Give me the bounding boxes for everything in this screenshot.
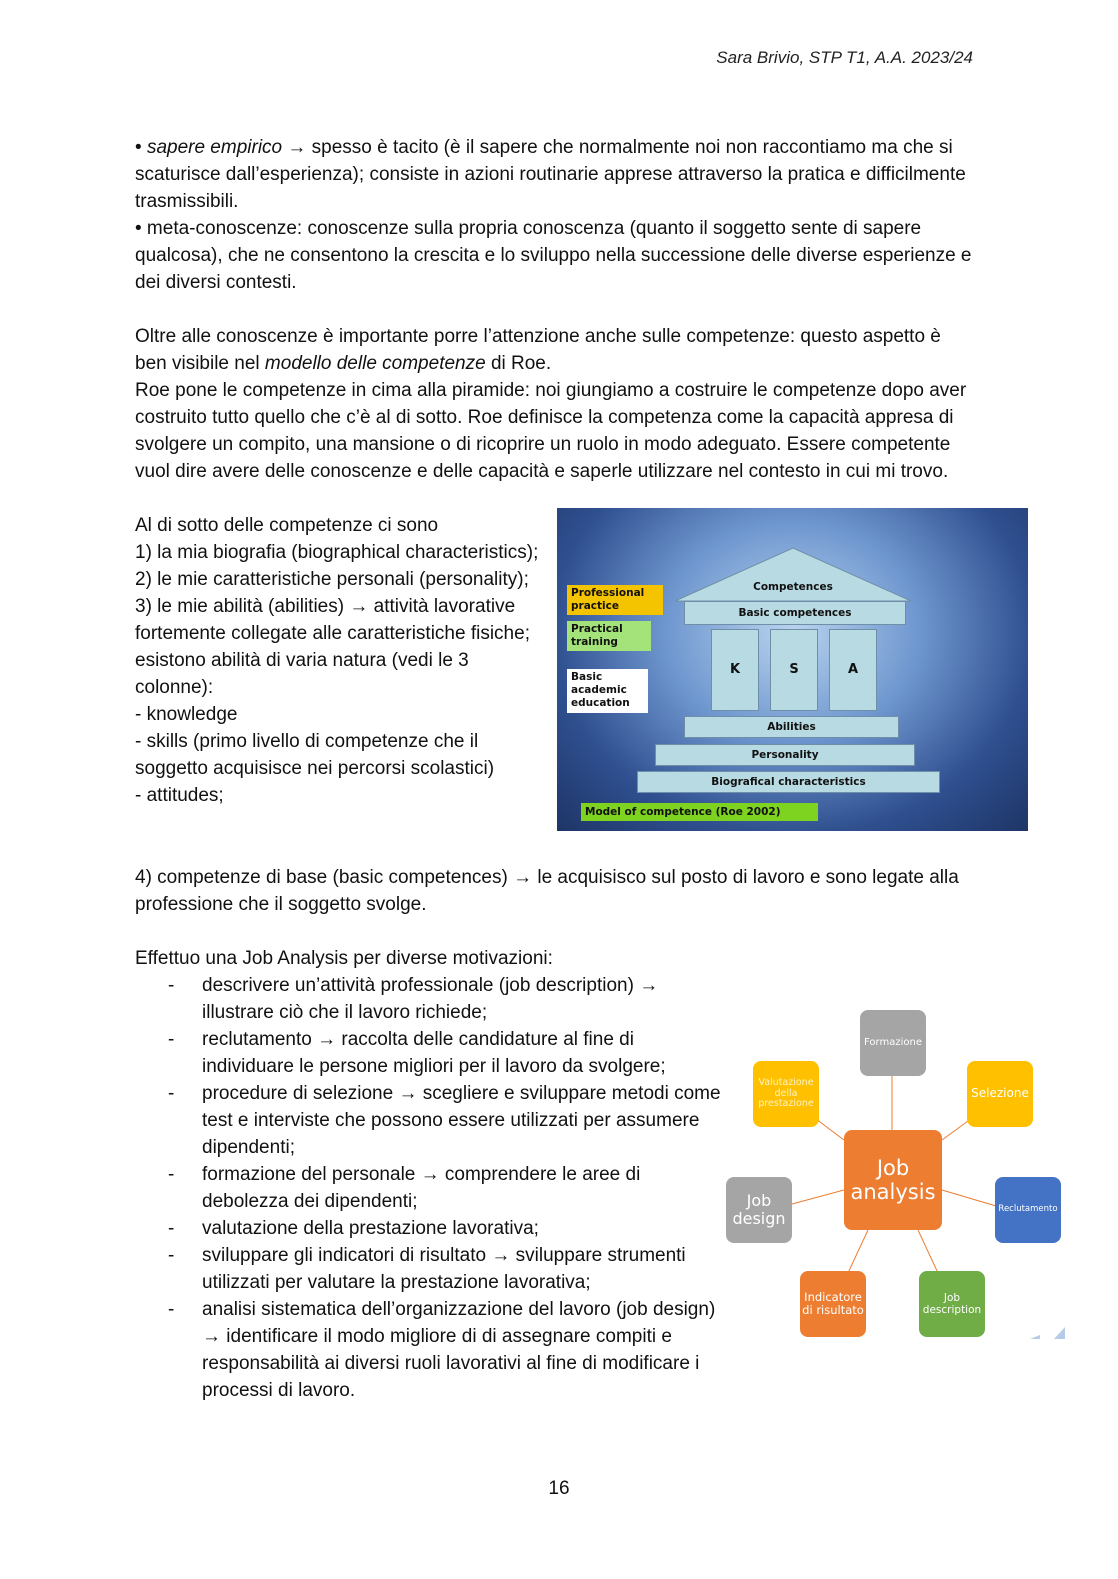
connector-selezione <box>942 1121 968 1140</box>
connector-reclutamento <box>942 1190 996 1206</box>
list-item <box>160 972 725 1026</box>
roof-label-competences: Competences <box>753 581 833 593</box>
label-professional-practice: Professional practice <box>567 585 663 615</box>
label-practical-training: Practical training <box>567 621 651 651</box>
node-formazione: Formazione <box>860 1010 926 1076</box>
job-analysis-diagram <box>720 1005 1070 1345</box>
paragraph-meta-conoscenze: • meta-conoscenze: conoscenze sulla propria conoscenza (quanto il soggetto sente di sapere qualcosa), che ne consentono la crescita e lo sviluppo nella successione delle diverse esperienze e dei diversi contesti. <box>135 218 972 293</box>
connector-job-description <box>918 1230 938 1273</box>
column-attitudes: A <box>829 629 877 711</box>
line-personality: 2) le mie caratteristiche personali (personality); <box>135 569 529 590</box>
list-item <box>160 1242 725 1296</box>
list-item-text: sviluppare gli indicatori di risultato → sviluppare strumenti utilizzati per valutare la prestazione lavorativa; <box>202 1245 686 1293</box>
corner-mark <box>1030 1335 1040 1339</box>
node-selezione: Selezione <box>967 1061 1033 1127</box>
list-dash: - <box>168 1083 175 1104</box>
line-intro: Al di sotto delle competenze ci sono <box>135 515 439 536</box>
job-analysis-list <box>160 972 725 1404</box>
list-dash: - <box>168 1164 175 1185</box>
list-dash: - <box>168 1299 175 1320</box>
text-block-knowledge <box>135 134 975 296</box>
line-skills: - skills (primo livello di competenze che il soggetto acquisisce nei percorsi scolastici) <box>135 731 495 779</box>
term-modello-competenze: modello delle competenze <box>264 353 486 374</box>
node-job-analysis: Job analysis <box>844 1130 942 1230</box>
text-block-pyramid-levels <box>135 512 545 809</box>
list-dash: - <box>168 1218 175 1239</box>
node-job-design: Job design <box>726 1177 792 1243</box>
bar-biographical-characteristics: Biografical characteristics <box>637 771 940 793</box>
pyramid-roof <box>675 548 911 601</box>
column-knowledge: K <box>711 629 759 711</box>
term-sapere-empirico: sapere empirico <box>146 137 283 158</box>
paragraph-text: di Roe. <box>485 353 552 374</box>
node-indicatore-risultato: Indicatore di risultato <box>800 1271 866 1337</box>
list-item <box>160 1161 725 1215</box>
text-block-roe-intro <box>135 323 975 485</box>
paragraph-competenze <box>135 323 975 377</box>
list-item-text: procedure di selezione → scegliere e sviluppare metodi come test e interviste che possono essere utilizzati per assumere dipendenti; <box>202 1083 721 1158</box>
list-item <box>160 1296 725 1404</box>
text-block-basic-competences: 4) competenze di base (basic competences) → le acquisisco sul posto di lavoro e sono legate alla professione che il soggetto svolge. <box>135 867 959 915</box>
column-skills: S <box>770 629 818 711</box>
list-dash: - <box>168 1029 175 1050</box>
paragraph-sapere-empirico: • sapere empirico → spesso è tacito (è il sapere che normalmente noi non raccontiamo ma che si scaturisce dall’esperienza); consiste in azioni routinarie apprese attraverso la pratica e difficilmente trasmissibili. <box>135 137 966 212</box>
node-valutazione-prestazione: Valutazione della prestazione <box>753 1061 819 1127</box>
paragraph-text: → spesso è tacito (è il sapere che normalmente noi non raccontiamo ma che si scaturisce dall’esperienza); consiste in azioni routinarie apprese attraverso la pratica e difficilmente trasmissibili. <box>135 137 966 212</box>
node-job-description: Job description <box>919 1271 985 1337</box>
list-item-text: descrivere un’attività professionale (job description) → illustrare ciò che il lavoro richiede; <box>202 975 659 1023</box>
paragraph-roe-definition: Roe pone le competenze in cima alla piramide: noi giungiamo a costruire le competenze dopo aver costruito tutto quello che c’è al di sotto. Roe definisce la competenza come la capacità appresa di svolgere un compito, una mansione o di ricoprire un ruolo in modo adeguato. Essere competente vuol dire avere delle conoscenze e delle capacità e saperle utilizzare nel contesto in cui mi trovo. <box>135 380 967 482</box>
caption-model-of-competence: Model of competence (Roe 2002) <box>581 803 818 821</box>
bar-basic-competences: Basic competences <box>684 601 906 625</box>
list-dash: - <box>168 975 175 996</box>
node-reclutamento: Reclutamento <box>995 1177 1061 1243</box>
list-item-text: valutazione della prestazione lavorativa; <box>202 1218 539 1239</box>
roe-competence-model-figure <box>557 508 1028 831</box>
paragraph-text: Oltre alle conoscenze è importante porre l’attenzione anche sulle competenze: questo aspetto è ben visibile nel <box>135 326 941 374</box>
list-item <box>160 1080 725 1161</box>
job-analysis-intro: Effettuo una Job Analysis per diverse motivazioni: <box>135 948 553 969</box>
line-knowledge: - knowledge <box>135 704 238 725</box>
connector-job-design <box>792 1190 844 1204</box>
line-biography: 1) la mia biografia (biographical characteristics); <box>135 542 539 563</box>
label-basic-academic-education: Basic academic education <box>567 669 648 713</box>
corner-mark <box>1054 1327 1065 1339</box>
connector-valutazione <box>816 1119 844 1140</box>
list-item <box>160 1026 725 1080</box>
page-header: Sara Brivio, STP T1, A.A. 2023/24 <box>716 48 973 67</box>
list-item-text: reclutamento → raccolta delle candidature al fine di individuare le persone migliori per il lavoro da svolgere; <box>202 1029 666 1077</box>
connector-indicatore <box>848 1230 868 1273</box>
list-item <box>160 1215 725 1242</box>
bar-personality: Personality <box>655 744 915 766</box>
bar-abilities: Abilities <box>684 716 899 738</box>
line-attitudes: - attitudes; <box>135 785 224 806</box>
list-item-text: analisi sistematica dell’organizzazione del lavoro (job design) → identificare il modo migliore di di assegnare compiti e responsabilità ai diversi ruoli lavorativi al fine di modificare i processi di lavoro. <box>202 1299 716 1401</box>
line-abilities: 3) le mie abilità (abilities) → attività lavorative fortemente collegate alle caratteristiche fisiche; esistono abilità di varia natura (vedi le 3 colonne): <box>135 596 530 698</box>
page-number: 16 <box>548 1478 570 1499</box>
list-item-text: formazione del personale → comprendere le aree di debolezza dei dipendenti; <box>202 1164 641 1212</box>
list-dash: - <box>168 1245 175 1266</box>
